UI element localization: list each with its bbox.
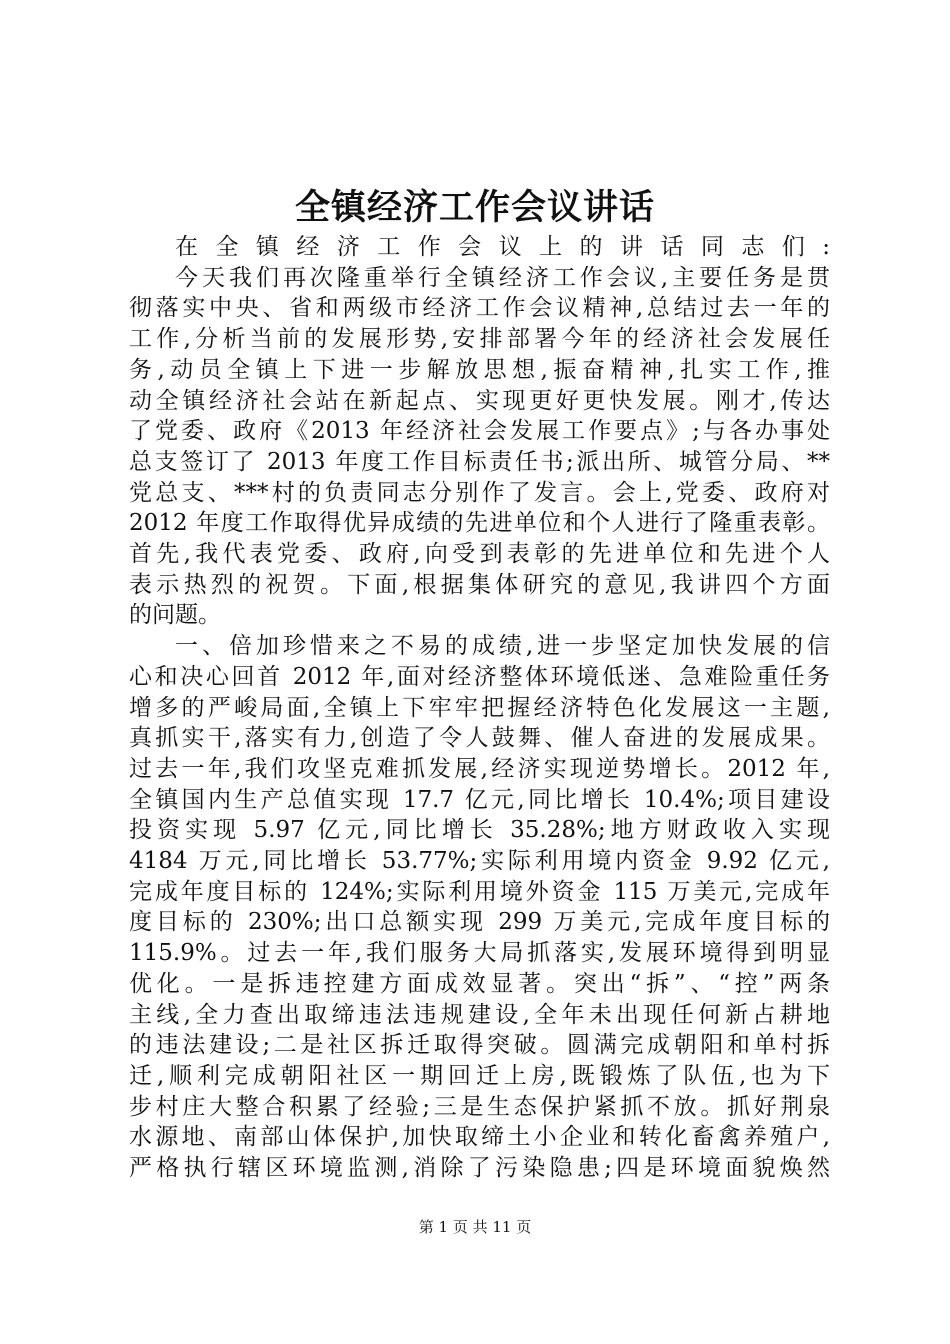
body-line: 过去一年,我们攻坚克难抓发展,经济实现逆势增长。2012 年,: [129, 755, 830, 782]
body-line: 了党委、政府《2013 年经济社会发展工作要点》;与各办事处: [129, 418, 830, 445]
body-line: 度目标的 230%;出口总额实现 299 万美元,完成年度目标的: [129, 909, 830, 936]
body-line: 动全镇经济社会站在新起点、实现更好更快发展。刚才,传达: [129, 387, 830, 414]
body-line: 彻落实中央、省和两级市经济工作会议精神,总结过去一年的: [129, 295, 830, 322]
page-title: 全镇经济工作会议讲话: [294, 187, 655, 228]
body-line: 在全镇经济工作会议上的讲话同志们:: [175, 234, 830, 260]
body-line: 迁,顺利完成朝阳社区一期回迁上房,既锻炼了队伍,也为下: [129, 1062, 830, 1089]
body-line: 完成年度目标的 124%;实际利用境外资金 115 万美元,完成年: [129, 878, 830, 905]
body-line: 总支签订了 2013 年度工作目标责任书;派出所、城管分局、**: [129, 448, 830, 475]
body-line: 心和决心回首 2012 年,面对经济整体环境低迷、急难险重任务: [129, 663, 830, 690]
body-line: 表示热烈的祝贺。下面,根据集体研究的意见,我讲四个方面: [129, 571, 830, 598]
body-line: 优化。一是拆违控建方面成效显著。突出“拆”、“控”两条: [129, 970, 830, 997]
body-line: 工作,分析当前的发展形势,安排部署今年的经济社会发展任: [129, 326, 830, 353]
body-line: 2012 年度工作取得优异成绩的先进单位和个人进行了隆重表彰。: [129, 510, 830, 537]
body-line: 的违法建设;二是社区拆迁取得突破。圆满完成朝阳和单村拆: [129, 1032, 830, 1059]
body-line: 增多的严峻局面,全镇上下牢牢把握经济特色化发展这一主题,: [129, 694, 830, 721]
body-line: 水源地、南部山体保护,加快取缔土小企业和转化畜禽养殖户,: [129, 1124, 830, 1151]
document-body: [129, 232, 830, 1184]
body-line: 首先,我代表党委、政府,向受到表彰的先进单位和先进个人: [129, 541, 830, 568]
body-line: 全镇国内生产总值实现 17.7 亿元,同比增长 10.4%;项目建设: [129, 786, 830, 813]
body-line: 真抓实干,落实有力,创造了令人鼓舞、催人奋进的发展成果。: [129, 725, 830, 752]
body-line: 今天我们再次隆重举行全镇经济工作会议,主要任务是贯: [175, 264, 830, 291]
body-line: 党总支、***村的负责同志分别作了发言。会上,党委、政府对: [129, 479, 830, 506]
body-line: 严格执行辖区环境监测,消除了污染隐患;四是环境面貌焕然: [129, 1155, 830, 1182]
body-line: 步村庄大整合积累了经验;三是生态保护紧抓不放。抓好荆泉: [129, 1093, 830, 1120]
body-line: 主线,全力查出取缔违法违规建设,全年未出现任何新占耕地: [129, 1001, 830, 1028]
body-line: 一、倍加珍惜来之不易的成绩,进一步坚定加快发展的信: [175, 633, 830, 660]
body-line: 115.9%。过去一年,我们服务大局抓落实,发展环境得到明显: [129, 940, 830, 967]
page-footer: 第 1 页 共 11 页: [418, 1218, 532, 1236]
body-line: 的问题。: [129, 602, 221, 629]
body-line: 投资实现 5.97 亿元,同比增长 35.28%;地方财政收入实现: [129, 817, 830, 844]
body-line: 务,动员全镇上下进一步解放思想,振奋精神,扎实工作,推: [129, 356, 830, 383]
body-line: 4184 万元,同比增长 53.77%;实际利用境内资金 9.92 亿元,: [129, 848, 830, 875]
